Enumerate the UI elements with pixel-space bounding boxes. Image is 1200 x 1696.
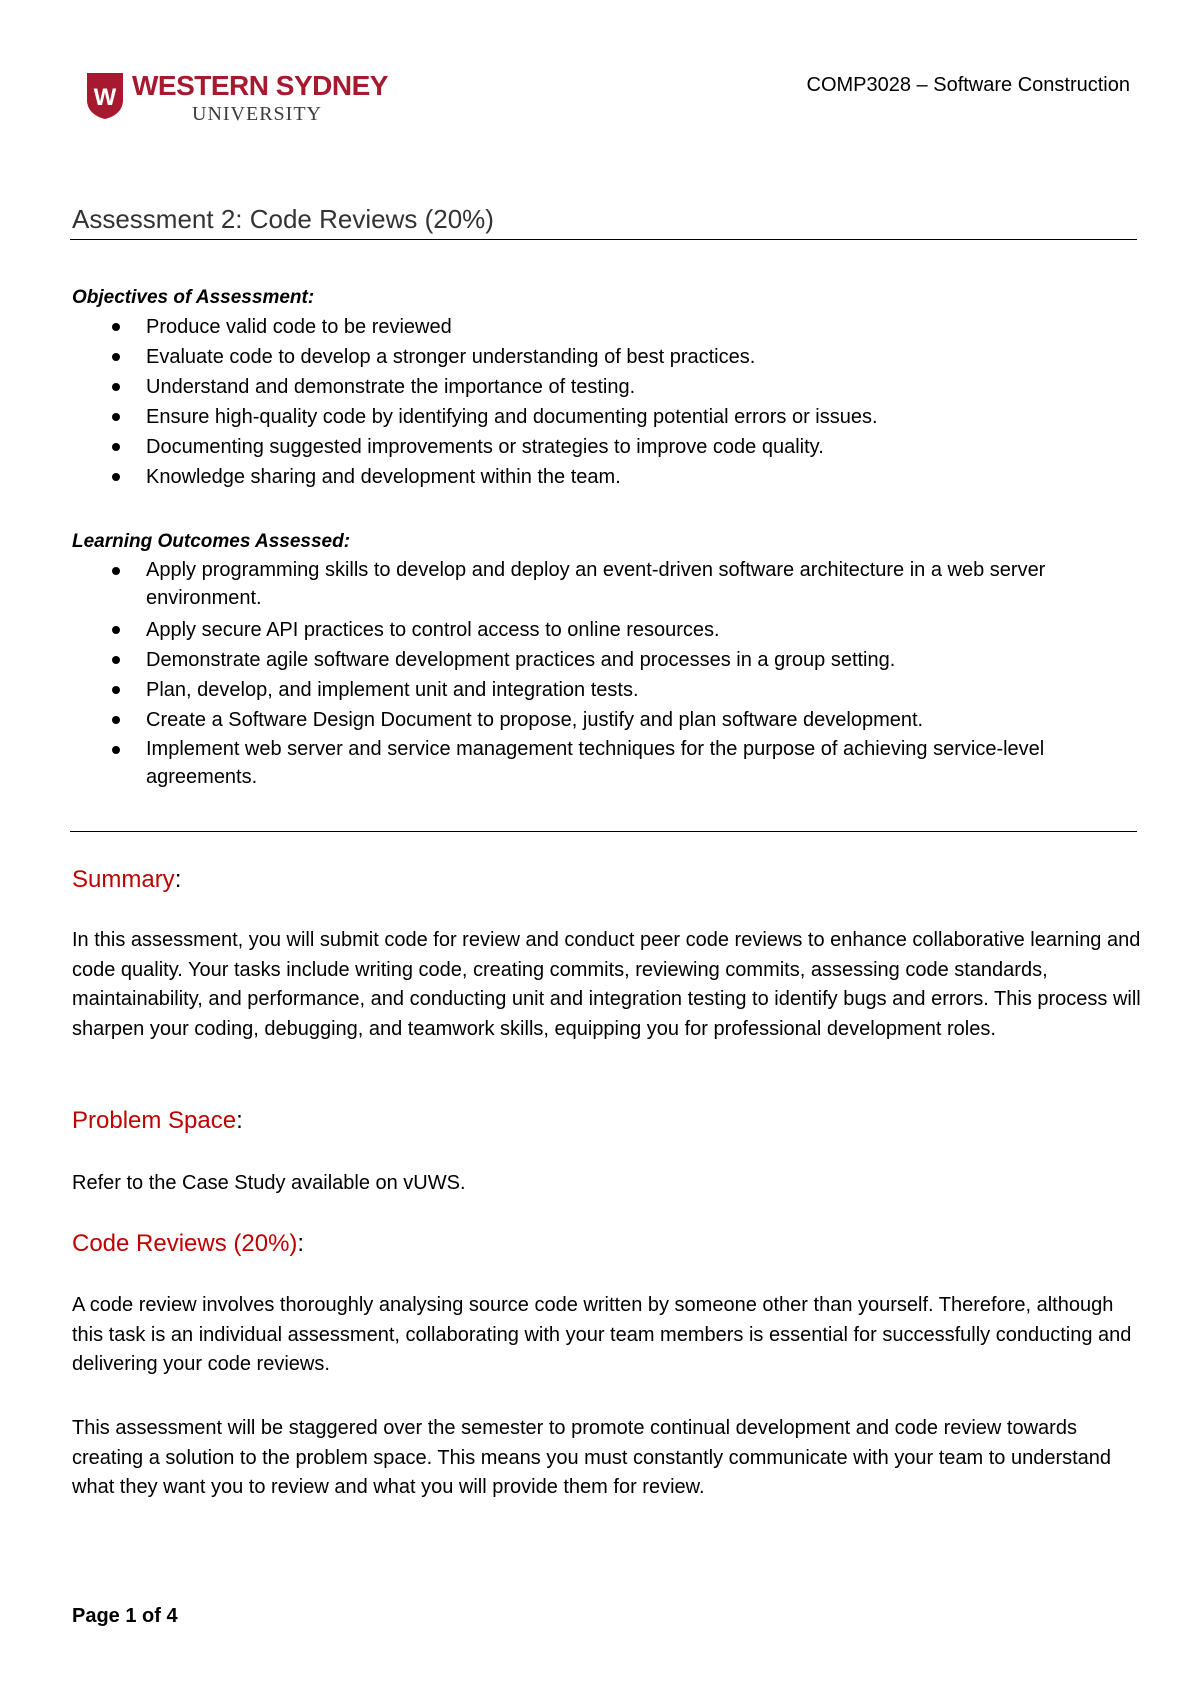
list-item: Apply programming skills to develop and deploy an event-driven software architecture in a web server environment.	[72, 556, 1132, 612]
list-item: Understand and demonstrate the importance of testing.	[72, 372, 1132, 402]
list-item: Documenting suggested improvements or strategies to improve code quality.	[72, 432, 1132, 462]
list-item: Create a Software Design Document to propose, justify and plan software development.	[72, 705, 1132, 735]
list-item: Demonstrate agile software development practices and processes in a group setting.	[72, 645, 1132, 675]
shield-icon	[86, 72, 124, 120]
page-title: Assessment 2: Code Reviews (20%)	[72, 204, 494, 234]
section-divider	[70, 831, 1137, 832]
bullet-icon	[112, 473, 120, 481]
bullet-icon	[112, 626, 120, 634]
code-reviews-paragraph-1: A code review involves thoroughly analysing source code written by someone other than yourself. Therefore, although this task is an individual assessment, collaborating with your team members is essential for successfully conducting and delivering your code reviews.	[72, 1294, 1132, 1375]
list-item: Knowledge sharing and development within the team.	[72, 462, 1132, 492]
problem-space-heading: Problem Space:	[72, 1107, 243, 1134]
bullet-icon	[112, 656, 120, 664]
objectives-heading: Objectives of Assessment:	[72, 287, 315, 308]
objectives-section	[72, 284, 1132, 492]
logo-text-university: UNIVERSITY	[192, 103, 322, 125]
bullet-icon	[112, 443, 120, 451]
page-number: Page 1 of 4	[72, 1605, 178, 1627]
summary-text: In this assessment, you will submit code for review and conduct peer code reviews to enhance collaborative learning and code quality. Your tasks include writing code, creating commits, reviewing commits, assessing code standards, maintainability, and performance, and conducting unit and integration testing to identify bugs and errors. This process will sharpen your coding, debugging, and teamwork skills, equipping you for professional development roles.	[72, 929, 1141, 1040]
list-item: Evaluate code to develop a stronger understanding of best practices.	[72, 342, 1132, 372]
summary-heading: Summary:	[72, 866, 182, 893]
logo-text-western-sydney: WESTERN SYDNEY	[132, 70, 388, 101]
title-divider	[70, 239, 1137, 240]
bullet-icon	[112, 716, 120, 724]
bullet-icon	[112, 686, 120, 694]
list-item: Ensure high-quality code by identifying and documenting potential errors or issues.	[72, 402, 1132, 432]
list-item: Implement web server and service management techniques for the purpose of achieving service-level agreements.	[72, 735, 1132, 791]
bullet-icon	[112, 353, 120, 361]
outcomes-heading: Learning Outcomes Assessed:	[72, 531, 351, 552]
list-item: Apply secure API practices to control access to online resources.	[72, 615, 1132, 645]
outcomes-list	[72, 556, 1132, 791]
objectives-list	[72, 312, 1132, 492]
bullet-icon	[112, 323, 120, 331]
bullet-icon	[112, 746, 120, 754]
problem-space-text: Refer to the Case Study available on vUWS.	[72, 1172, 466, 1194]
university-logo	[86, 70, 406, 125]
svg-text:W: W	[93, 84, 117, 111]
bullet-icon	[112, 383, 120, 391]
code-reviews-paragraph-2: This assessment will be staggered over the semester to promote continual development and code review towards creating a solution to the problem space. This means you must constantly communicate with your team to understand what they want you to review and what you will provide them for review.	[72, 1417, 1112, 1498]
code-reviews-heading: Code Reviews (20%):	[72, 1230, 305, 1257]
list-item: Produce valid code to be reviewed	[72, 312, 1132, 342]
bullet-icon	[112, 413, 120, 421]
list-item: Plan, develop, and implement unit and integration tests.	[72, 675, 1132, 705]
course-title: COMP3028 – Software Construction	[806, 74, 1130, 96]
bullet-icon	[112, 567, 120, 575]
outcomes-section	[72, 528, 1132, 791]
